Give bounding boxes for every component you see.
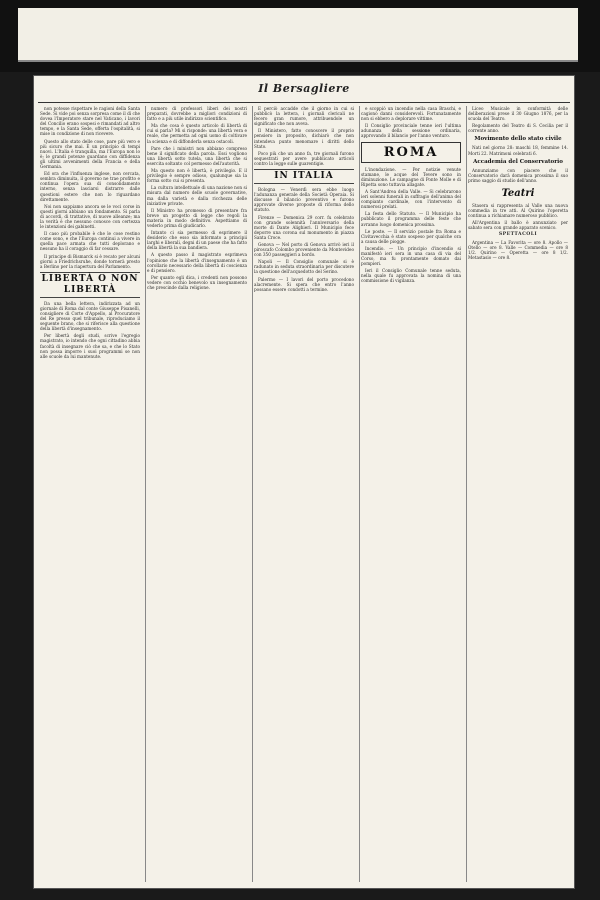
article-paragraph: Le poste. — Il servizio postale fra Roma e Civitavecchia è stato sospeso per qualche ora a causa delle piogge. [361, 228, 461, 244]
article-paragraph: Annunziamo con piacere che il Conservatorio darà domenica prossima il suo primo saggio di studio dell'anno. [468, 167, 568, 183]
article-paragraph: Intanto ci sia permesso di esprimere il desiderio che esso sia informato a principii larghi e liberali, degni di un paese che ha fatto della libertà la sua bandiera. [147, 230, 247, 251]
article-paragraph: La festa dello Statuto. — Il Municipio ha pubblicato il programma delle feste che avranno luogo domenica prossima. [361, 211, 461, 227]
article-paragraph: Questo allo stato delle cose, pare più vero e più sicuro che mai. È un principio di tempi nuovi. L'Italia è tranquilla, ma l'Europa non lo è; le grandi potenze guardano con diffidenza gli ultimi avvenimenti della Francia e della Germania. [40, 138, 140, 170]
article-paragraph: Palermo — I lavori del porto procedono alacremente. Si spera che entro l'anno possano essere condotti a termine. [254, 276, 354, 292]
article-paragraph: A Sant'Andrea della Valle. — Si celebrarono ieri solenni funerali in suffragio dell'anima del compianto cardinale, con l'intervento di numerosi prelati. [361, 188, 461, 210]
article-paragraph: Regolamento del Teatro di S. Cecilia per il corrente anno. [468, 123, 568, 134]
article-paragraph: Il caso più probabile è che le cose restino come sono, e che l'Europa continui a vivere in quella pace armata che tutti deplorano e nessuno ha il coraggio di far cessare. [40, 231, 140, 252]
article-paragraph: Per libertà degli studi, scrive l'egregio magistrato, io intendo che ogni cittadino abbia facoltà di insegnare ciò che sa, e che lo Stato non possa imporre i suoi programmi se non alle scuole da lui mantenute. [40, 333, 140, 359]
article-paragraph: Liceo Musicale in conformità delle deliberazioni prese il 30 Giugno 1876, per la scuola del Teatro. [468, 106, 568, 122]
column-4 [361, 106, 461, 882]
section-heading: Teatri [501, 187, 535, 199]
article-paragraph: Poco più che un anno fa, tre giornali furono sequestrati per avere pubblicato articoli contro la legge sulle guarentigie. [254, 150, 354, 166]
article-paragraph: Per quanto egli dica, i credenti non possono vedere con occhio benevolo un insegnamento che prescinde dalla religione. [147, 274, 247, 290]
article-paragraph: e scoppiò un incendio nella casa Braschi, e cagionò danni considerevoli. Fortunatamente non si ebbero a deplorare vittime. [361, 106, 461, 122]
column-5 [468, 106, 568, 882]
article-paragraph: Ma questo non è libertà, è privilegio. E il privilegio è sempre odioso, qualunque sia la forma sotto cui si presenta. [147, 168, 247, 184]
section-heading: LIBERTÀ O NON LIBERTÀ [40, 272, 140, 298]
article-paragraph: Stasera si rappresenta al Valle una nuova commedia in tre atti. Al Quirino l'operetta continua a richiamare numeroso pubblico. [468, 202, 568, 219]
article-paragraph: E perciò accadde che il giorno in cui si pubblicò la lettera, i giornali clericali ne fecero gran rumore, attribuendole un significato che non aveva. [254, 106, 354, 127]
columns-container [40, 106, 568, 882]
masthead-rule [38, 102, 570, 103]
article-paragraph: Il principe di Bismarck si è recato per alcuni giorni a Friedrichsruhe, donde tornerà presto a Berlino per la riapertura del Parlamento. [40, 253, 140, 269]
column-divider [145, 106, 146, 882]
column-divider [359, 106, 360, 882]
article-paragraph: Pare che i ministri non abbiano compreso bene il significato della parola. Essi vogliono una libertà sotto tutela, una libertà che si esercita soltanto col permesso dell'autorità. [147, 145, 247, 166]
article-paragraph: Genova — Nel porto di Genova arrivò ieri il piroscafo Colombo proveniente da Montevideo con 350 passeggieri a bordo. [254, 241, 354, 258]
article-paragraph: Incendio. — Un principio d'incendio si manifestò ieri sera in una casa di via del Corso, ma fu prontamente domato dai pompieri. [361, 245, 461, 267]
article-paragraph: Bologna — Venerdì sera ebbe luogo l'adunanza generale della Società Operaia. Si discusse il bilancio preventivo e furono approvate diverse proposte di riforma dello statuto. [254, 187, 354, 213]
column-1 [40, 106, 140, 882]
article-paragraph: Il Consiglio provinciale tenne ieri l'ultima adunanza della sessione ordinaria, approvando il bilancio per l'anno venturo. [361, 123, 461, 139]
article-paragraph: Nati nel giorno 28: maschi 18, femmine 14. Morti 22. Matrimoni celebrati 6. [468, 145, 568, 156]
article-paragraph: Ed ora che l'influenza inglese, non cercata, sembra diminuita, il governo ne trae profitto e continua l'opera sua di consolidamento interno, senza lasciarsi distrarre dalle questioni estere che non lo riguardano direttamente. [40, 171, 140, 202]
article-paragraph: Napoli — Il Consiglio comunale si è radunato in seduta straordinaria per discutere la questione dell'acquedotto del Serino. [254, 259, 354, 275]
subsection-heading: Movimento dello stato civile [474, 136, 562, 143]
article-paragraph: Il Ministro ha promesso di presentare fra breve un progetto di legge che regoli la materia in modo definitivo. Aspettiamo di vederlo prima di giudicarlo. [147, 207, 247, 228]
article-paragraph: Noi non sappiamo ancora se le voci corse in questi giorni abbiano un fondamento. Si parla di accordi, di trattative, di nuove alleanze; ma la verità è che nessuno conosce con certezza le intenzioni dei gabinetti. [40, 203, 140, 230]
article-paragraph: L'inondazione. — Per notizie venute stamane, le acque del Tevere sono in diminuzione. Le campagne di Ponte Molle e di Ripetta sono tuttavia allagate. [361, 166, 461, 187]
article-paragraph: non potesse rispettare le ragioni della Santa Sede. Si vide poi senza sorpresa come il dì che dovea l'Imperatore stare nel Vaticano, i lavori del Concilio erano sospesi e rimandati ad altro tempo, e la Santa Sede, offerta l'ospitalità, si mise in condizione di non ricevere. [40, 106, 140, 137]
masthead-title: Il Bersagliere [258, 82, 350, 95]
article-paragraph: Ieri il Consiglio Comunale tenne seduta, nella quale fu approvata la nomina di una commissione di vigilanza. [361, 268, 461, 284]
newspaper-page [34, 76, 574, 888]
subsection-heading: Accademia del Conservatorio [473, 158, 563, 165]
listing-heading: SPETTACOLI [498, 232, 538, 238]
article-paragraph: Firenze — Domenica 29 corr. fu celebrato con grande solennità l'anniversario della morte di Dante Alighieri. Il Municipio fece deporre una corona sul monumento in piazza Santa Croce. [254, 214, 354, 240]
article-paragraph: numero di professori liberi dei nostri preparati, dovrebbe a migliori condizioni di fatto e a più utile indirizzo scientifico. [147, 106, 247, 122]
column-divider [252, 106, 253, 882]
previous-page-edge [18, 8, 578, 62]
scan-top-border [0, 0, 600, 72]
article-paragraph: Da una bella lettera, indirizzata ad un giornale di Roma dal conte Giuseppe Pisanelli, consigliere di Corte d'Appello, al Procuratore del Re presso quel tribunale, riproduciamo il seguente brano, che si riferisce alla questione della libertà d'insegnamento. [40, 300, 140, 332]
article-paragraph: Ma che cosa è questo articolo di libertà di cui si parla? Mi si risponde: una libertà vera e reale, che permetta ad ogni uomo di coltivare la scienza e di diffonderla senza ostacoli. [147, 123, 247, 144]
article-paragraph: Il Ministero, fatto conoscere il proprio pensiero in proposito, dichiarò che non intendeva punto menomare i diritti dello Stato. [254, 128, 354, 149]
article-paragraph: All'Argentina il ballo è annunziato per sabato sera con grande apparato scenico. [468, 220, 568, 231]
column-3 [254, 106, 354, 882]
boxed-section-heading: ROMA [361, 142, 461, 163]
section-heading: IN ITALIA [254, 169, 354, 184]
column-2 [147, 106, 247, 882]
column-divider [466, 106, 467, 882]
article-paragraph: La cultura intellettuale di una nazione non si misura dal numero delle scuole governative, ma dalla varietà e dalla ricchezza delle iniziative private. [147, 185, 247, 206]
article-paragraph: A questo passo il magistrato esprimeva l'opinione che la libertà d'insegnamento è un corollario necessario della libertà di coscienza e di pensiero. [147, 252, 247, 273]
article-paragraph: Argentina — La Favorita — ore 8. Apollo — Otello — ore 8. Valle — Commedia — ore 8 1/2. Quirino — Operetta — ore 8 1/2. Metastasio — ore 8. [468, 240, 568, 261]
